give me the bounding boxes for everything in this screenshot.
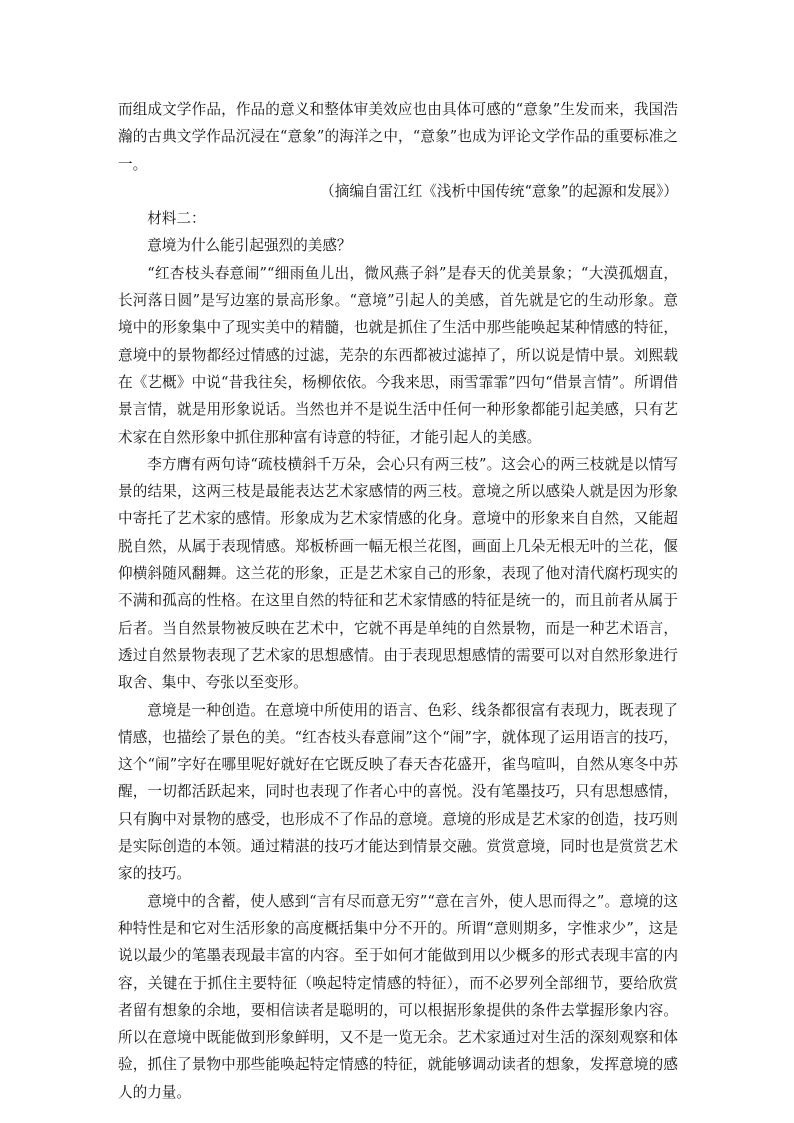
paragraph-creation-technique: 意境是一种创造。在意境中所使用的语言、色彩、线条都很富有表现力，既表现了情感，也描绘了景色的美。“红杏枝头春意闹”这个“闹”字，就体现了运用语言的技巧，这个“闹”字好在哪里呢好就好在它既反映了春天杏花盛开，雀鸟喧叫，自然从寒冬中苏醒，一切都活跃起来，同时也表现了作者心中的喜悦。没有笔墨技巧，只有思想感情，只有胸中对景物的感受，也形成不了作品的意境。意境的形成是艺术家的创造，技巧则是实际创造的本领。通过精湛的技巧才能达到情景交融。赏赏意境，同时也是赏赏艺术家的技巧。 — [118, 701, 678, 883]
source-citation: （摘编自雷江红《浅析中国传统“意象”的起源和发展》） — [320, 182, 678, 200]
paragraph-artist-emotion: 李方膺有两句诗“疏枝横斜千万朵，会心只有两三枝”。这会心的两三枝就是以情写景的结果，这两三枝是最能表达艺术家感情的两三枝。意境之所以感染人就是因为形象中寄托了艺术家的感情。形象成为艺术家情感的化身。意境中的形象来自自然，又能超脱自然，从属于表现情感。郑板桥画一幅无根兰花图，画面上几朵无根无叶的兰花，偃仰横斜随风翻舞。这兰花的形象，正是艺术家自己的形象，表现了他对清代腐朽现实的不满和孤高的性格。在这里自然的特征和艺术家情感的特征是统一的，而且前者从属于后者。当自然景物被反映在艺术中，它就不再是单纯的自然景物，而是一种艺术语言，透过自然景物表现了艺术家的思想感情。由于表现思想感情的需要可以对自然形象进行取舍、集中、夸张以至变形。 — [118, 455, 678, 692]
question-heading: 意境为什么能引起强烈的美感？ — [147, 237, 352, 255]
paragraph-material-one-ending: 而组成文学作品，作品的意义和整体审美效应也由具体可感的“意象”生发而来，我国浩瀚的古典文学作品沉浸在“意象”的海洋之中，“意象”也成为评论文学作品的重要标准之一。 — [118, 101, 678, 173]
paragraph-implicitness: 意境中的含蓄，使人感到“言有尽而意无穷”“意在言外，使人思而得之”。意境的这种特性是和它对生活形象的高度概括集中分不开的。所谓“意则期多，字惟求少”，这是说以最少的笔墨表现最丰富的内容。至于如何才能做到用以少概多的形式表现丰富的内容，关键在于抓住主要特征（唤起特定情感的特征），而不必罗列全部细节，要给欣赏者留有想象的余地，要相信读者是聪明的，可以根据形象提供的条件去掌握形象内容。所以在意境中既能做到形象鲜明，又不是一览无余。艺术家通过对生活的深刻观察和体验，抓住了景物中那些能唤起特定情感的特征，就能够调动读者的想象，发挥意境的感人的力量。 — [118, 892, 678, 1101]
paragraph-vivid-imagery: “红杏枝头春意闹”“细雨鱼儿出，微风燕子斜”是春天的优美景象；“大漠孤烟直，长河落日圆”是写边塞的景高形象。“意境”引起人的美感，首先就是它的生动形象。意境中的形象集中了现实美中的精髓，也就是抓住了生活中那些能唤起某种情感的特征，意境中的景物都经过情感的过滤，芜杂的东西都被过滤掉了，所以说是情中景。刘熙载在《艺概》中说“昔我往矣，杨柳依依。今我来思，雨雪霏霏”四句“借景言情”。所谓借景言情，就是用形象说话。当然也并不是说生活中任何一种形象都能引起美感，只有艺术家在自然形象中抓住那种富有诗意的特征，才能引起人的美感。 — [118, 264, 678, 446]
section-heading-material-two: 材料二： — [147, 210, 206, 228]
document-page — [118, 96, 678, 1106]
